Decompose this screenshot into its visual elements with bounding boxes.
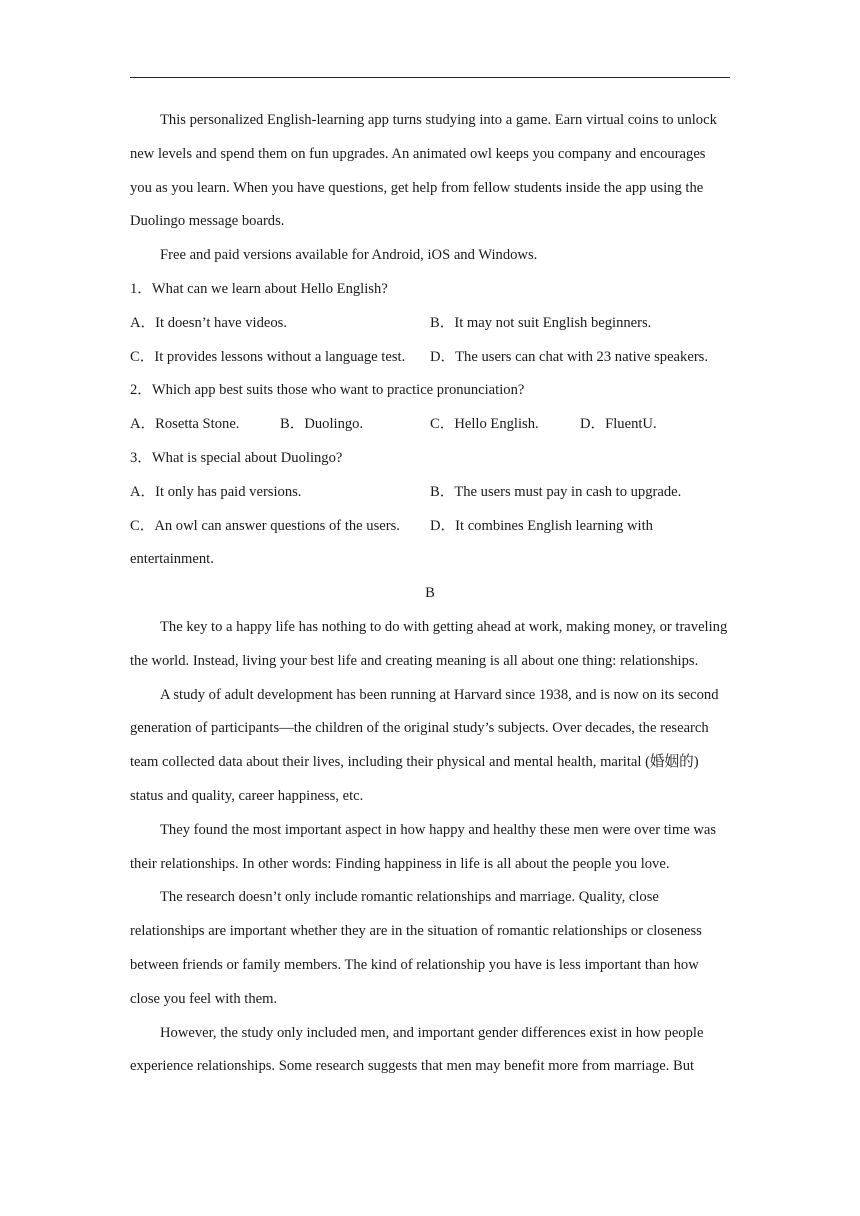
- question-3-options-row: [130, 476, 730, 510]
- question-2-option-b: B．Duolingo.: [280, 416, 364, 433]
- section-heading: B: [425, 585, 435, 602]
- passage-a-paragraph: This personalized English-learning app turns studying into a game. Earn virtual coins to unlock new levels and spend them on fun upgrades. An animated owl keeps you company and encourages you as you learn. When you have questions, get help from fellow students inside the app using the Duolingo message boards.: [130, 112, 717, 230]
- question-2-stem: 2．Which app best suits those who want to practice pronunciation?: [130, 382, 525, 399]
- question-3-options-row: [130, 510, 730, 544]
- question-1-option-b: B．It may not suit English beginners.: [430, 314, 652, 331]
- question-1-options-row: [130, 307, 730, 341]
- passage-b-paragraph: However, the study only included men, and important gender differences exist in how people experience relationships. Some research suggests that men may benefit more from marriage. But: [130, 1024, 704, 1075]
- question-1-stem: 1．What can we learn about Hello English?: [130, 280, 388, 297]
- header-rule: [130, 77, 730, 78]
- question-2-option-d: D．FluentU.: [580, 416, 657, 433]
- question-1-option-c: C．It provides lessons without a language test.: [130, 348, 406, 365]
- passage-b-paragraph: The key to a happy life has nothing to do with getting ahead at work, making money, or traveling the world. Instead, living your best life and creating meaning is all about one thing: relationships.: [130, 618, 728, 669]
- question-3-option-d-continuation: entertainment.: [130, 551, 214, 568]
- question-3-stem: 3．What is special about Duolingo?: [130, 449, 343, 466]
- question-2-option-a: A．Rosetta Stone.: [130, 416, 240, 433]
- question-1-options-row: [130, 341, 730, 375]
- passage-b-paragraph: They found the most important aspect in how happy and healthy these men were over time was their relationships. In other words: Finding happiness in life is all about the people you love.: [130, 821, 717, 872]
- question-3-option-a: A．It only has paid versions.: [130, 483, 302, 500]
- question-1-option-d: D．The users can chat with 23 native speakers.: [430, 348, 709, 365]
- question-3-option-b: B．The users must pay in cash to upgrade.: [430, 483, 682, 500]
- passage-b-paragraph: A study of adult development has been running at Harvard since 1938, and is now on its second generation of participants—the children of the original study’s subjects. Over decades, the research team collected data about their lives, including their physical and mental health, marital (婚姻的) status and quality, career happiness, etc.: [130, 686, 719, 804]
- page-content: [130, 104, 730, 1084]
- passage-b-paragraph: The research doesn’t only include romantic relationships and marriage. Quality, close relationships are important whether they are in the situation of romantic relationships or closeness between friends or family members. The kind of relationship you have is less important than how close you feel with them.: [130, 889, 702, 1007]
- question-1-option-a: A．It doesn’t have videos.: [130, 314, 287, 331]
- passage-a-paragraph: Free and paid versions available for Android, iOS and Windows.: [160, 247, 538, 264]
- question-3-option-c: C．An owl can answer questions of the users.: [130, 517, 400, 534]
- question-3-option-d: D．It combines English learning with: [430, 517, 653, 534]
- question-2-options-row: [130, 408, 730, 442]
- question-2-option-c: C．Hello English.: [430, 416, 539, 433]
